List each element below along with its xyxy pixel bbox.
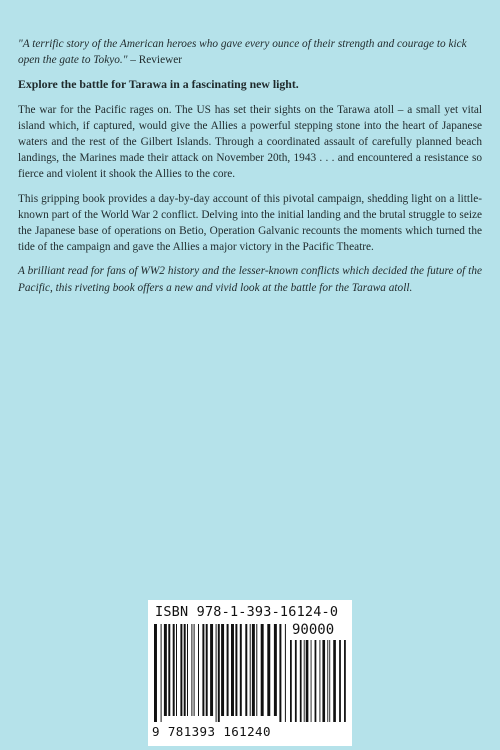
addon-barcode-bars [290, 640, 346, 722]
blurb-headline: Explore the battle for Tarawa in a fascinating new light. [18, 77, 299, 92]
barcode-bar [279, 624, 281, 722]
barcode-bars [154, 624, 286, 722]
barcode-bar [176, 624, 177, 716]
barcode-bar [154, 624, 157, 722]
review-quote-text: "A terrific story of the American heroes who gave every ounce of their strength and courage to kick open the gate to Tokyo." [18, 38, 467, 67]
barcode-bar [339, 640, 341, 722]
barcode-bar [202, 624, 204, 716]
barcode-bar [252, 624, 255, 716]
isbn-label: ISBN 978-1-393-16124-0 [155, 604, 339, 620]
isbn-barcode [148, 600, 352, 746]
barcode-bar [164, 624, 167, 716]
barcode-bar [184, 624, 186, 716]
barcode-bar [187, 624, 188, 716]
barcode-bar [161, 624, 162, 722]
barcode-digits: 9 781393 161240 [152, 724, 271, 739]
barcode-bar [306, 640, 309, 722]
barcode-bar [206, 624, 208, 716]
barcode-bar [180, 624, 182, 716]
barcode-bar [198, 624, 199, 716]
barcode-bar [300, 640, 302, 722]
barcode-bar [173, 624, 175, 716]
barcode-bar [315, 640, 317, 722]
barcode-bar [210, 624, 213, 716]
barcode-bar [256, 624, 257, 716]
barcode-bar [267, 624, 270, 716]
barcode-bar [290, 640, 292, 722]
barcode-bar [235, 624, 237, 716]
barcode-bar [261, 624, 264, 716]
review-quote [18, 36, 482, 68]
price-code: 90000 [292, 622, 335, 638]
barcode-bar [344, 640, 346, 722]
blurb-paragraph-1: The war for the Pacific rages on. The US has set their sights on the Tarawa atoll – a small yet vital island which, if captured, would give the Allies a powerful stepping stone into the heart of Japanese waters and the rest of the Gilbert Islands. Through a coordinated assault of carefully planned beach landings, the Marines made their attack on November 20th, 1943 . . . and encountered a resistance so fierce and violent it shook the Allies to the core. [18, 103, 482, 181]
barcode-bar [329, 640, 330, 722]
barcode-bar [221, 624, 224, 716]
barcode-bar [194, 624, 195, 716]
barcode-bar [274, 624, 277, 716]
barcode-bar [216, 624, 217, 722]
barcode-bar [240, 624, 242, 716]
barcode-bar [322, 640, 325, 722]
barcode-bar [319, 640, 320, 722]
barcode-bar [311, 640, 312, 722]
barcode-bar [227, 624, 229, 716]
review-attribution: – Reviewer [127, 54, 183, 67]
blurb-closing: A brilliant read for fans of WW2 history and the lesser-known conflicts which decided the future of the Pacific, this riveting book offers a new and vivid look at the battle for the Tarawa atoll. [18, 265, 482, 294]
back-cover-text [18, 36, 482, 304]
barcode-bar [285, 624, 286, 722]
barcode-bar [245, 624, 247, 716]
barcode-bar [250, 624, 251, 716]
barcode-bar [327, 640, 328, 722]
barcode-bar [168, 624, 170, 716]
blurb-paragraph-2: This gripping book provides a day-by-day account of this pivotal campaign, shedding light on a little-known part of the World War 2 conflict. Delving into the initial landing and the brutal struggle to seize the Japanese base of operations on Betio, Operation Galvanic recounts the moments which turned the tide of the campaign and gave the Allies a major victory in the Pacific Theatre. [18, 192, 482, 254]
barcode-bar [295, 640, 297, 722]
barcode-bar [333, 640, 336, 722]
barcode-bar [231, 624, 234, 716]
barcode-bar [218, 624, 220, 722]
barcode-bar [191, 624, 192, 716]
barcode-bar [304, 640, 305, 722]
